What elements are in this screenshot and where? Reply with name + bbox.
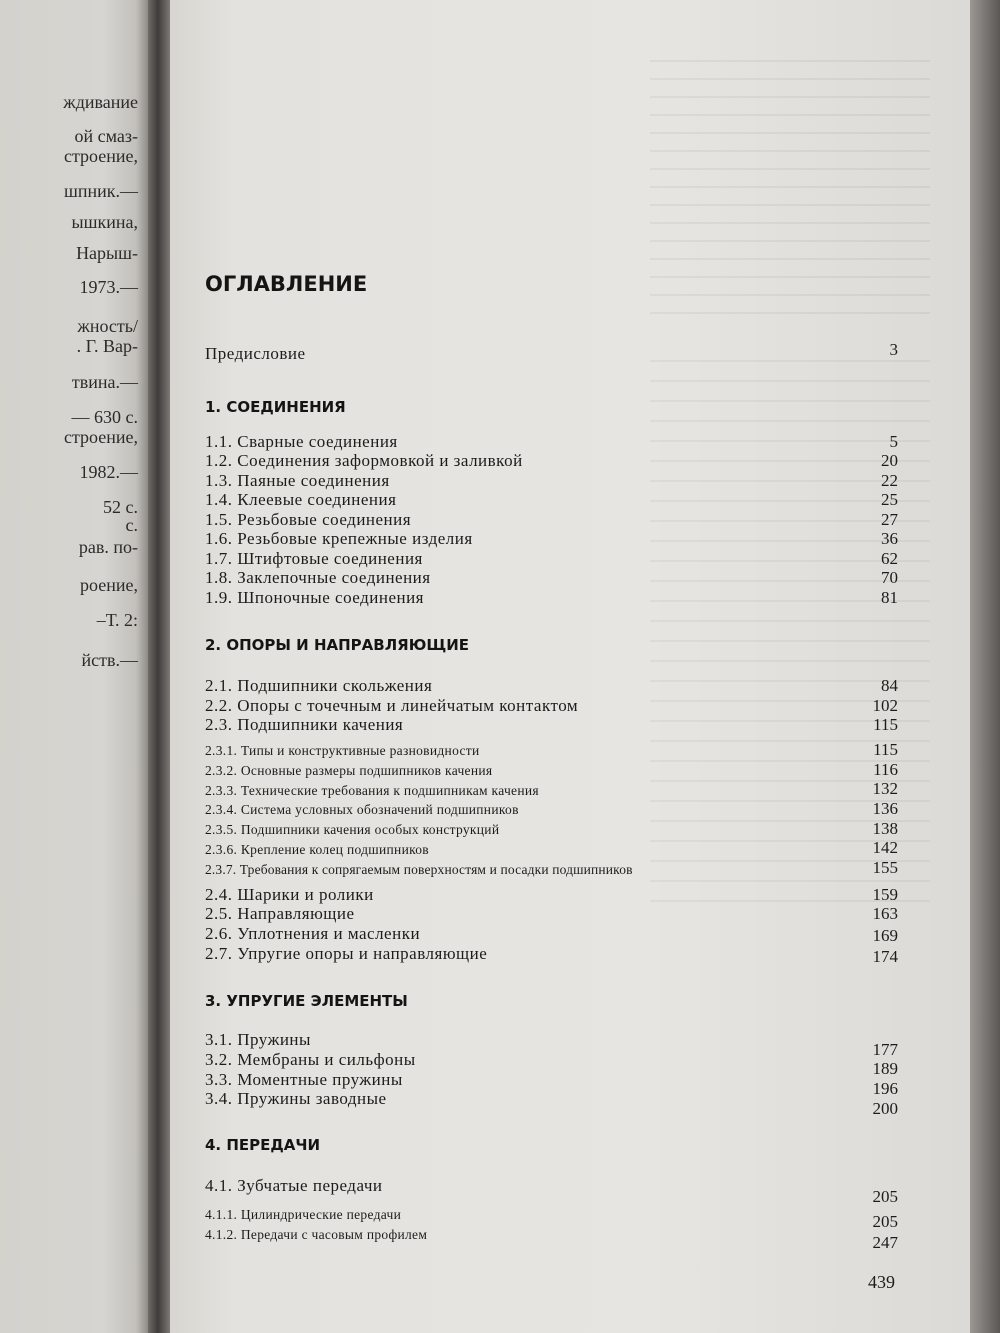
toc-subentry-page: 138 xyxy=(872,819,898,838)
section-heading: 4. ПЕРЕДАЧИ xyxy=(205,1136,321,1154)
book-gutter xyxy=(148,0,170,1333)
left-page-line: шпник.— xyxy=(63,181,138,201)
toc-entry-page: 25 xyxy=(881,490,898,509)
toc-subentry-page: 205 xyxy=(872,1212,898,1231)
toc-entry-page: 36 xyxy=(881,529,898,548)
toc-entry-page: 177 xyxy=(872,1040,898,1059)
left-page-line: ышкина, xyxy=(71,212,138,232)
toc-subentry: 2.3.6. Крепление колец подшипников xyxy=(205,842,429,857)
toc-entry-page: 62 xyxy=(881,549,898,568)
toc-entry-page: 70 xyxy=(881,568,898,587)
left-page-line: с. xyxy=(125,515,138,535)
left-page-line: –Т. 2: xyxy=(96,610,138,630)
toc-entry: 2.3. Подшипники качения xyxy=(205,715,404,734)
toc-entry: 3.4. Пружины заводные xyxy=(205,1089,387,1108)
toc-entry: 1.2. Соединения заформовкой и заливкой xyxy=(205,451,523,470)
left-page-line: 1973.— xyxy=(79,277,138,297)
left-page-line: жность/ xyxy=(77,316,138,336)
section-heading: 2. ОПОРЫ И НАПРАВЛЯЮЩИЕ xyxy=(205,636,470,654)
toc-entry-page: 22 xyxy=(881,471,898,490)
preface-label: Предисловие xyxy=(205,344,306,363)
toc-entry: 1.4. Клеевые соединения xyxy=(205,490,397,509)
left-page-line: Нарыш- xyxy=(76,243,138,263)
toc-entry: 3.1. Пружины xyxy=(205,1030,311,1049)
toc-entry: 2.7. Упругие опоры и направляющие xyxy=(205,944,488,963)
toc-entry: 2.6. Уплотнения и масленки xyxy=(205,924,421,943)
toc-entry: 1.9. Шпоночные соединения xyxy=(205,588,424,607)
page-edge-shadow xyxy=(970,0,1000,1333)
toc-entry: 1.6. Резьбовые крепежные изделия xyxy=(205,529,473,548)
toc-entry-page: 102 xyxy=(872,696,898,715)
toc-subentry: 4.1.2. Передачи с часовым профилем xyxy=(205,1227,428,1242)
toc-subentry-page: 132 xyxy=(872,779,898,798)
left-page-line: . Г. Вар- xyxy=(76,336,138,356)
toc-entry-page: 84 xyxy=(881,676,898,695)
toc-subentry-page: 247 xyxy=(872,1233,898,1252)
toc-entry: 2.1. Подшипники скольжения xyxy=(205,676,433,695)
toc-entry: 1.3. Паяные соединения xyxy=(205,471,390,490)
toc-subentry-page: 116 xyxy=(873,760,898,779)
toc-entry-page: 81 xyxy=(881,588,898,607)
toc-subentry-page: 115 xyxy=(873,740,898,759)
right-page xyxy=(170,0,970,1333)
toc-subentry: 2.3.4. Система условных обозначений подшипников xyxy=(205,802,519,817)
left-page-line: ждивание xyxy=(63,92,138,112)
toc-title: ОГЛАВЛЕНИЕ xyxy=(205,272,368,296)
toc-subentry-page: 155 xyxy=(872,858,898,877)
toc-entry: 2.2. Опоры с точечным и линейчатым контактом xyxy=(205,696,579,715)
toc-subentry: 2.3.2. Основные размеры подшипников качения xyxy=(205,763,493,778)
toc-entry: 3.3. Моментные пружины xyxy=(205,1070,403,1089)
left-page-line: строение, xyxy=(63,146,138,166)
toc-entry-page: 163 xyxy=(872,904,898,923)
section-heading: 3. УПРУГИЕ ЭЛЕМЕНТЫ xyxy=(205,992,408,1010)
toc-entry: 2.4. Шарики и ролики xyxy=(205,885,374,904)
toc-entry: 1.7. Штифтовые соединения xyxy=(205,549,423,568)
left-page-line: рав. по- xyxy=(78,537,138,557)
page-number: 439 xyxy=(868,1272,895,1292)
left-page-line: строение, xyxy=(63,427,138,447)
left-page-line: 52 с. xyxy=(103,497,138,517)
left-page-line: твина.— xyxy=(71,372,138,392)
bleed-through-decoration xyxy=(650,60,930,320)
toc-subentry: 2.3.1. Типы и конструктивные разновидности xyxy=(205,743,480,758)
toc-entry: 1.8. Заклепочные соединения xyxy=(205,568,431,587)
left-page-line: 1982.— xyxy=(79,462,138,482)
toc-entry-page: 196 xyxy=(872,1079,898,1098)
toc-subentry-page: 142 xyxy=(872,838,898,857)
toc-entry-page: 200 xyxy=(872,1099,898,1118)
left-page-line: роение, xyxy=(80,575,138,595)
toc-entry: 2.5. Направляющие xyxy=(205,904,355,923)
toc-entry-page: 174 xyxy=(872,947,898,966)
toc-entry: 1.5. Резьбовые соединения xyxy=(205,510,412,529)
toc-entry-page: 20 xyxy=(881,451,898,470)
toc-subentry: 2.3.5. Подшипники качения особых конструкций xyxy=(205,822,500,837)
toc-entry: 3.2. Мембраны и сильфоны xyxy=(205,1050,416,1069)
toc-entry-page: 189 xyxy=(872,1059,898,1078)
toc-entry-page: 205 xyxy=(872,1187,898,1206)
left-page-line: ой смаз- xyxy=(74,126,138,146)
left-page xyxy=(0,0,148,1333)
toc-entry-page: 5 xyxy=(889,432,898,451)
toc-subentry-page: 136 xyxy=(872,799,898,818)
preface-page: 3 xyxy=(889,340,898,359)
toc-entry-page: 169 xyxy=(872,926,898,945)
left-page-line: йств.— xyxy=(81,650,138,670)
toc-subentry: 4.1.1. Цилиндрические передачи xyxy=(205,1207,402,1222)
toc-entry: 4.1. Зубчатые передачи xyxy=(205,1176,383,1195)
section-heading: 1. СОЕДИНЕНИЯ xyxy=(205,398,346,416)
toc-entry: 1.1. Сварные соединения xyxy=(205,432,398,451)
left-page-line: — 630 с. xyxy=(71,407,138,427)
toc-entry-page: 27 xyxy=(881,510,898,529)
toc-entry-page: 159 xyxy=(872,885,898,904)
toc-subentry: 2.3.7. Требования к сопрягаемым поверхностям и посадки подшипников xyxy=(205,862,633,877)
toc-subentry: 2.3.3. Технические требования к подшипникам качения xyxy=(205,783,539,798)
toc-entry-page: 115 xyxy=(873,715,898,734)
